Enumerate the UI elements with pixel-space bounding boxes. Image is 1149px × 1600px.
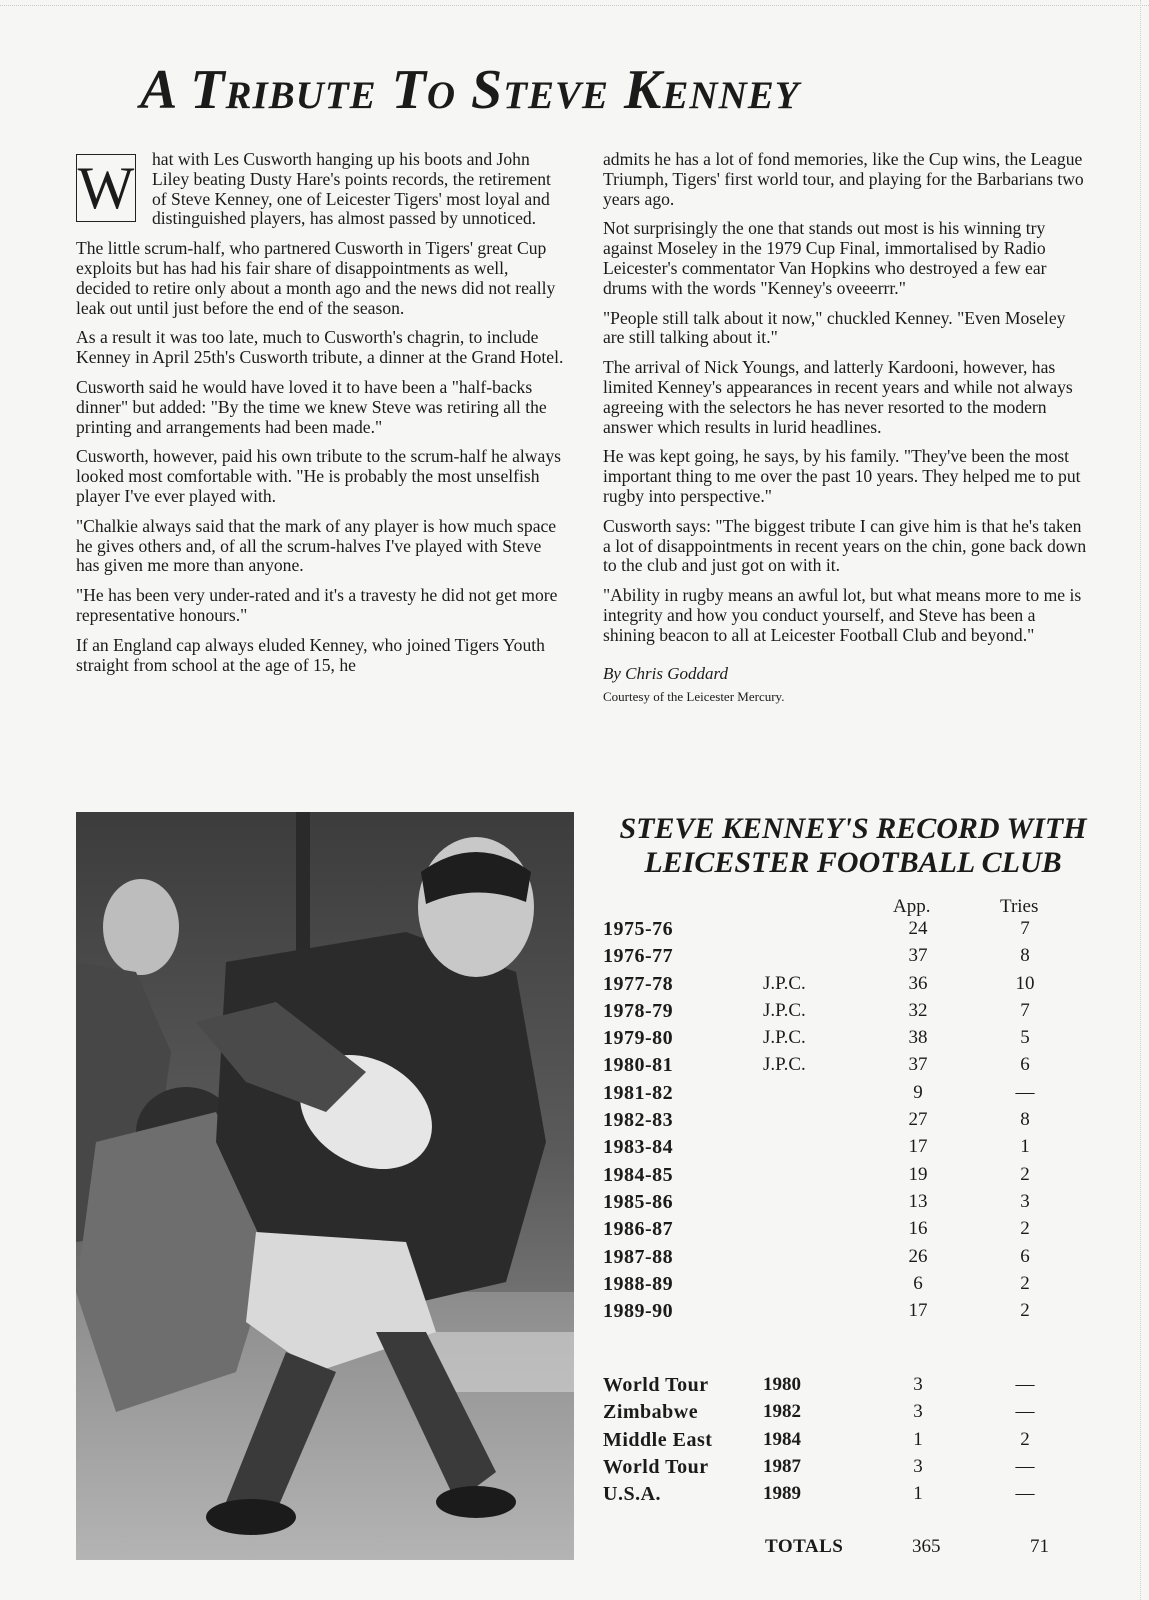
season-year: 1983-84 — [603, 1136, 674, 1159]
tour-name: World Tour — [603, 1374, 709, 1396]
season-tries: 2 — [1020, 1163, 1030, 1185]
article-paragraph: Cusworth says: "The biggest tribute I can give him is that he's taken a lot of disappointments in recent years on the chin, gone back down to the club and just got on with it. — [603, 515, 1087, 576]
tour-row — [603, 1401, 1063, 1428]
tour-row — [603, 1483, 1063, 1510]
tour-year: 1989 — [763, 1483, 801, 1505]
season-appearances: 6 — [913, 1272, 923, 1294]
season-year: 1981-82 — [603, 1081, 674, 1104]
season-row — [603, 1109, 1063, 1136]
tour-year: 1987 — [763, 1455, 801, 1477]
tour-appearances: 1 — [913, 1483, 923, 1505]
season-record-table — [603, 918, 1063, 1327]
tour-row — [603, 1429, 1063, 1456]
season-row — [603, 1218, 1063, 1245]
record-title — [603, 812, 1103, 880]
tour-tries: 2 — [1020, 1428, 1030, 1450]
season-row — [603, 1246, 1063, 1273]
season-tries: 7 — [1020, 918, 1030, 939]
season-tries: 2 — [1020, 1272, 1030, 1294]
season-tries: 2 — [1020, 1218, 1030, 1240]
record-title-line-1: STEVE KENNEY'S RECORD WITH — [619, 812, 1087, 845]
season-appearances: 26 — [908, 1245, 928, 1267]
season-year: 1985-86 — [603, 1190, 674, 1213]
article-paragraph: If an England cap always eluded Kenney, who joined Tigers Youth straight from school at the age of 15, he — [76, 634, 545, 675]
article-paragraph: Cusworth, however, paid his own tribute to the scrum-half he always looked most comfortable with. "He is probably the most unselfish player I've ever played with. — [76, 446, 561, 506]
season-row — [603, 1136, 1063, 1163]
season-year: 1986-87 — [603, 1218, 674, 1241]
season-tries: 2 — [1020, 1300, 1030, 1322]
tour-tries: — — [1015, 1374, 1035, 1395]
season-row — [603, 1191, 1063, 1218]
tour-row — [603, 1456, 1063, 1483]
season-row — [603, 1027, 1063, 1054]
season-year: 1977-78 — [603, 972, 674, 995]
article-paragraph: "Ability in rugby means an awful lot, but what means more to me is integrity and how you conduct yourself, and Steve has been a shining beacon to all at Leicester Football Club and beyond." — [603, 585, 1082, 645]
season-year: 1982-83 — [603, 1109, 674, 1132]
season-tries: 6 — [1020, 1054, 1030, 1076]
season-appearances: 37 — [908, 1054, 928, 1076]
rugby-action-photo — [76, 812, 574, 1560]
article-paragraph: "Chalkie always said that the mark of any player is how much space he gives others and, of all the scrum-halves I've played with Steve has given me more than anyone. — [76, 515, 557, 576]
season-row — [603, 1082, 1063, 1109]
dropcap: W — [77, 155, 135, 221]
photo-illustration — [76, 812, 574, 1560]
article-paragraph: The arrival of Nick Youngs, and latterly Kardooni, however, has limited Kenney's appearances in recent years and while not always agreeing with the selectors he has never resorted to the modern answer which results in lurid headlines. — [603, 357, 1073, 437]
season-appearances: 32 — [908, 999, 928, 1021]
season-tries: 5 — [1020, 1027, 1030, 1049]
tour-name: Zimbabwe — [603, 1401, 699, 1424]
season-row — [603, 1000, 1063, 1027]
tour-tries: — — [1015, 1401, 1035, 1423]
right-dotted-line — [1140, 0, 1141, 1600]
season-year: 1984-85 — [603, 1163, 674, 1186]
season-appearances: 17 — [908, 1300, 928, 1322]
season-year: 1978-79 — [603, 999, 674, 1022]
season-year: 1975-76 — [603, 918, 674, 940]
byline: By Chris Goddard — [603, 663, 728, 683]
article-paragraph: "He has been very under-rated and it's a travesty he did not get more representative honours." — [76, 585, 558, 625]
season-appearances: 19 — [908, 1163, 928, 1185]
tour-name: World Tour — [603, 1455, 709, 1478]
season-tries: 3 — [1020, 1190, 1030, 1212]
article-paragraph: Not surprisingly the one that stands out most is his winning try against Moseley in the 1979 Cup Final, immortalised by Radio Leicester's commentator Van Hopkins who destroyed a few ear drums with the words "Kenney's oveeerrr." — [603, 218, 1047, 298]
article-paragraph: Cusworth said he would have loved it to have been a "half-backs dinner" but added: "By the time we knew Steve was retiring all the printing and arrangements had been made." — [76, 376, 547, 437]
article-paragraph: admits he has a lot of fond memories, like the Cup wins, the League Triumph, Tigers' first world tour, and playing for the Barbarians two years ago. — [603, 149, 1084, 209]
season-appearances: 13 — [908, 1190, 928, 1212]
season-tries: 1 — [1020, 1136, 1030, 1158]
article-paragraph — [76, 150, 566, 229]
season-competition: J.P.C. — [763, 972, 806, 994]
column-header-app: App. — [893, 896, 931, 917]
season-year: 1980-81 — [603, 1054, 674, 1077]
tour-appearances: 3 — [913, 1401, 923, 1423]
season-appearances: 16 — [908, 1218, 928, 1240]
tour-name: Middle East — [603, 1428, 713, 1451]
tour-record-table — [603, 1374, 1063, 1510]
season-row — [603, 1164, 1063, 1191]
season-row — [603, 1300, 1063, 1327]
season-appearances: 9 — [913, 1081, 923, 1103]
season-year: 1989-90 — [603, 1300, 674, 1323]
tour-appearances: 3 — [913, 1374, 923, 1395]
season-appearances: 37 — [908, 945, 928, 967]
season-competition: J.P.C. — [763, 1054, 806, 1076]
season-appearances: 27 — [908, 1109, 928, 1131]
season-appearances: 24 — [908, 918, 928, 939]
paragraph-text: hat with Les Cusworth hanging up his boots and John Liley beating Dusty Hare's points records, the retirement of Steve Kenney, one of Leicester Tigers' most loyal and distinguished players, has almost passed by unnoticed. — [152, 149, 551, 229]
tour-year: 1980 — [763, 1374, 801, 1395]
article-right-column — [603, 150, 1088, 707]
tour-row — [603, 1374, 1063, 1401]
season-competition: J.P.C. — [763, 1027, 806, 1049]
season-tries: 6 — [1020, 1245, 1030, 1267]
season-tries: 8 — [1020, 945, 1030, 967]
tour-tries: — — [1015, 1483, 1035, 1505]
season-year: 1988-89 — [603, 1272, 674, 1295]
article-paragraph: He was kept going, he says, by his family. "They've been the most important thing to me over the past 10 years. They helped me to put rugby into perspective." — [603, 446, 1081, 506]
season-row — [603, 918, 1063, 945]
season-row — [603, 973, 1063, 1000]
tour-appearances: 1 — [913, 1428, 923, 1450]
top-dotted-line — [0, 5, 1149, 6]
season-row — [603, 1273, 1063, 1300]
tour-year: 1982 — [763, 1401, 801, 1423]
season-appearances: 36 — [908, 972, 928, 994]
season-appearances: 17 — [908, 1136, 928, 1158]
tour-name: U.S.A. — [603, 1483, 662, 1506]
tour-tries: — — [1015, 1455, 1035, 1477]
totals-tries: 71 — [1030, 1536, 1049, 1557]
totals-app: 365 — [912, 1536, 941, 1557]
tour-year: 1984 — [763, 1428, 801, 1450]
article-left-column — [76, 150, 566, 685]
season-tries: 8 — [1020, 1109, 1030, 1131]
season-year: 1979-80 — [603, 1027, 674, 1050]
season-row — [603, 945, 1063, 972]
season-year: 1976-77 — [603, 945, 674, 968]
totals-label: TOTALS — [765, 1536, 844, 1557]
season-row — [603, 1054, 1063, 1081]
season-tries: 10 — [1015, 972, 1035, 994]
season-competition: J.P.C. — [763, 999, 806, 1021]
season-tries: — — [1015, 1081, 1035, 1103]
article-paragraph: "People still talk about it now," chuckled Kenney. "Even Moseley are still talking about it." — [603, 307, 1066, 348]
article-paragraph: The little scrum-half, who partnered Cusworth in Tigers' great Cup exploits but has had his fair share of disappointments as well, decided to retire only about a month ago and the news did not really leak out until just before the end of the season. — [76, 238, 556, 318]
tour-appearances: 3 — [913, 1455, 923, 1477]
season-year: 1987-88 — [603, 1245, 674, 1268]
article-paragraph: As a result it was too late, much to Cusworth's chagrin, to include Kenney in April 25th's Cusworth tribute, a dinner at the Grand Hotel. — [76, 327, 564, 368]
record-title-line-2: LEICESTER FOOTBALL CLUB — [644, 846, 1062, 879]
column-header-tries: Tries — [1000, 896, 1039, 917]
season-tries: 7 — [1020, 999, 1030, 1021]
courtesy-line: Courtesy of the Leicester Mercury. — [603, 689, 785, 705]
page-title: A Tribute To Steve Kenney — [140, 59, 800, 121]
season-appearances: 38 — [908, 1027, 928, 1049]
